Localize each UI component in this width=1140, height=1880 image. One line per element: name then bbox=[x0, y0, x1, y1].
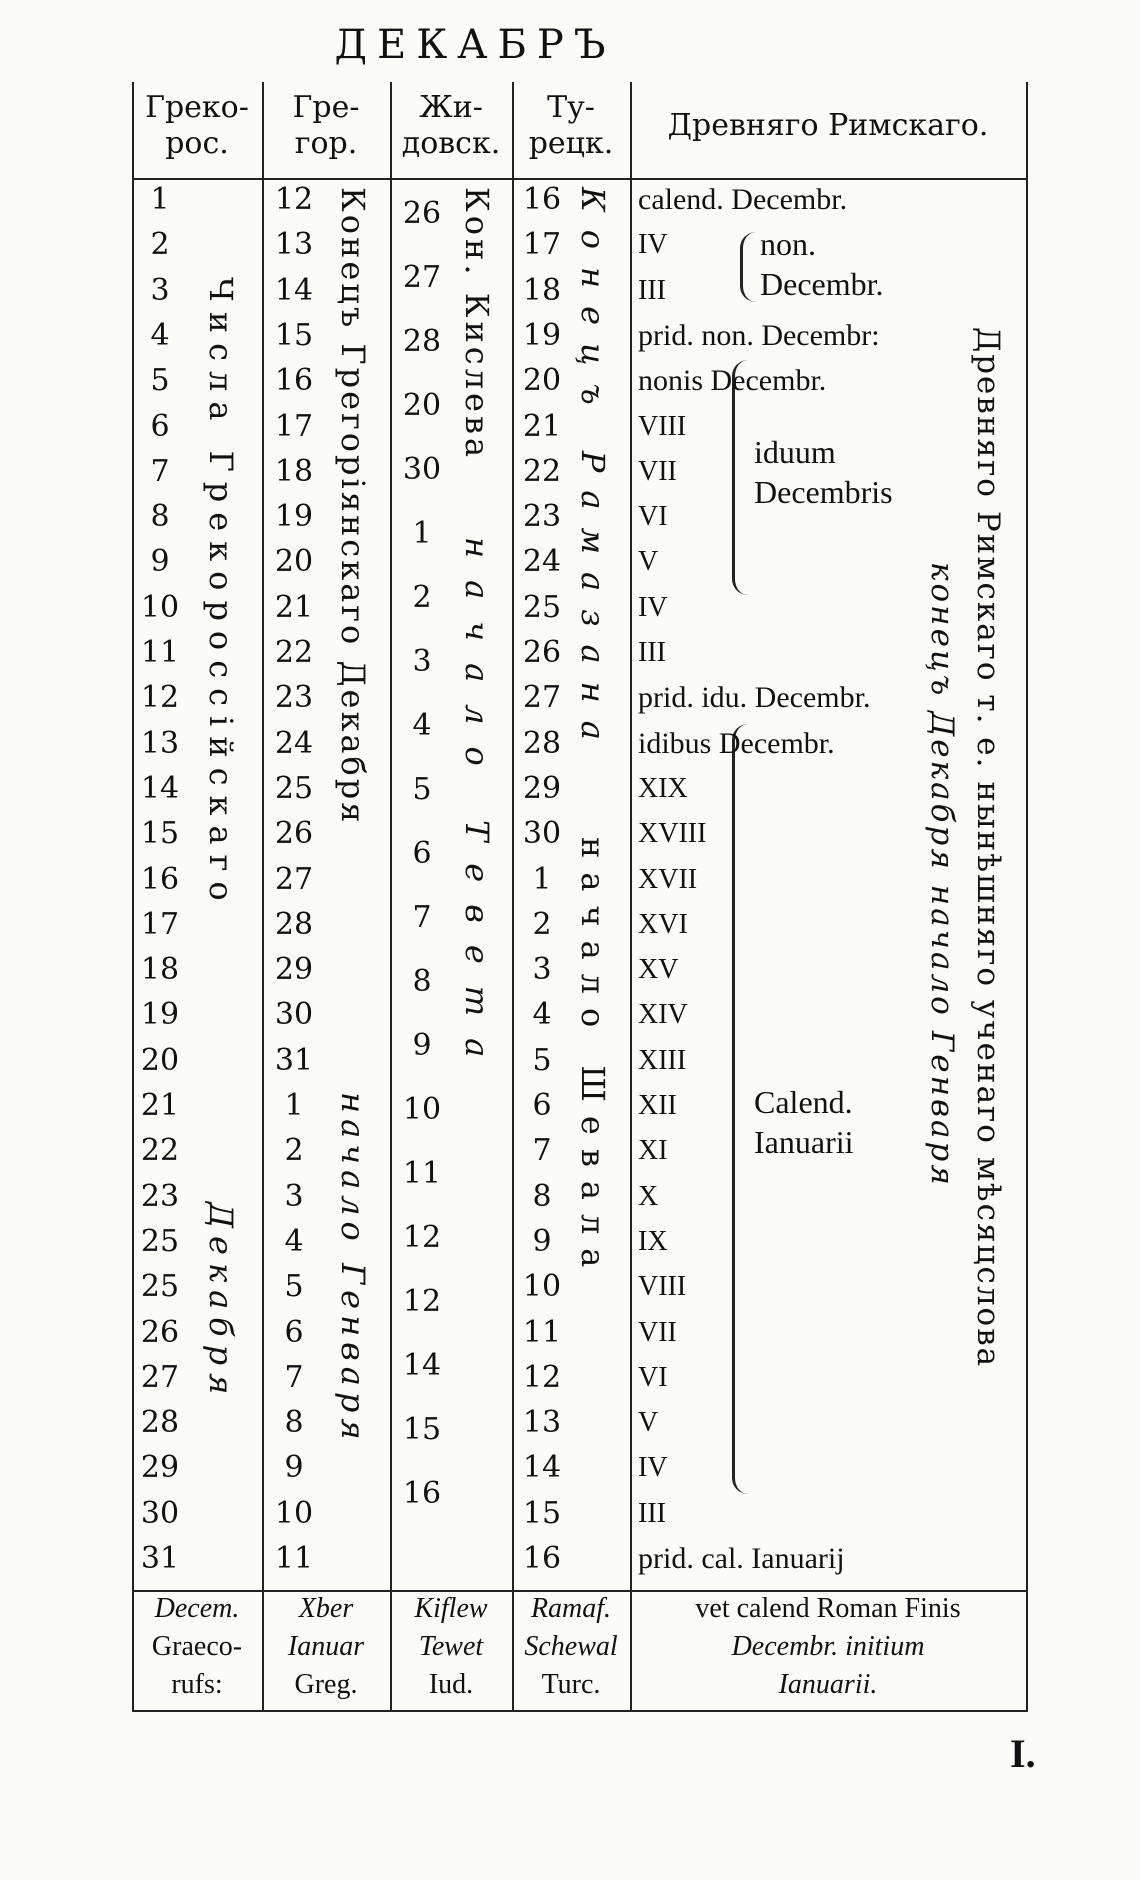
turk_days-cell: 14 bbox=[522, 1450, 562, 1486]
footer-roman: vet calend Roman Finis Decembr. initium Ianuarii. bbox=[695, 1593, 961, 1700]
greco_days-cell: 12 bbox=[140, 680, 180, 716]
greco_days-cell: 5 bbox=[150, 363, 170, 399]
turk_days-cell: 16 bbox=[522, 1541, 562, 1576]
jew_days-cell: 9 bbox=[412, 1028, 432, 1063]
turk_days-cell: 17 bbox=[522, 227, 562, 263]
roman-row: calend. Decembr. bbox=[638, 183, 848, 216]
roman-row: nonis Decembr. bbox=[638, 364, 827, 398]
greg_days-cell: 6 bbox=[284, 1314, 304, 1350]
greco_days-cell: 20 bbox=[140, 1042, 180, 1078]
greco_days-cell: 4 bbox=[150, 317, 170, 353]
greco_days-cell: 10 bbox=[140, 589, 180, 625]
roman-row: prid. idu. Decembr. bbox=[638, 681, 871, 715]
brace-label-idus: iduum Decembris bbox=[754, 434, 893, 510]
roman-row: VI bbox=[638, 1361, 668, 1393]
greg_days-cell: 26 bbox=[274, 816, 314, 852]
greg_days-cell: 21 bbox=[274, 589, 314, 625]
turk_days-cell: 22 bbox=[522, 453, 562, 489]
greg_days-cell: 22 bbox=[274, 635, 314, 670]
jew_days-cell: 10 bbox=[402, 1092, 442, 1127]
greg_days-cell: 29 bbox=[274, 952, 314, 988]
roman-caption-2: конецъ Декабря начало Генваря bbox=[924, 562, 960, 1188]
turk_days-cell: 7 bbox=[532, 1133, 552, 1169]
brace-calend bbox=[732, 724, 753, 1494]
greg_days-cell: 19 bbox=[274, 499, 314, 535]
roman-row: V bbox=[638, 546, 659, 578]
jew_days-cell: 28 bbox=[402, 324, 442, 359]
greco_days-cell: 7 bbox=[150, 453, 170, 489]
greco_days-cell: 1 bbox=[150, 182, 170, 217]
turk_days-cell: 8 bbox=[532, 1178, 552, 1214]
roman-row: V bbox=[638, 1407, 659, 1439]
greg_days-cell: 20 bbox=[274, 544, 314, 580]
greg_days-cell: 13 bbox=[274, 227, 314, 263]
jew_days-cell: 4 bbox=[412, 708, 432, 743]
turk_days-cell: 26 bbox=[522, 635, 562, 670]
greco_days-cell: 16 bbox=[140, 861, 180, 897]
jew_days-cell: 14 bbox=[402, 1348, 442, 1383]
turk_days-cell: 23 bbox=[522, 499, 562, 535]
greco_days-cell: 31 bbox=[140, 1541, 180, 1576]
greco_days-cell: 18 bbox=[140, 952, 180, 988]
greco_days-cell: 27 bbox=[140, 1359, 180, 1395]
jew_days-cell: 2 bbox=[412, 580, 432, 615]
greco-caption-2: Декабря bbox=[202, 1202, 240, 1403]
roman-row: prid. cal. Ianuarij bbox=[638, 1542, 845, 1575]
roman-row: prid. non. Decembr: bbox=[638, 318, 880, 352]
greg_days-cell: 25 bbox=[274, 770, 314, 806]
greg_days-cell: 12 bbox=[274, 182, 314, 217]
greg_days-cell: 9 bbox=[284, 1450, 304, 1486]
roman-row: X bbox=[638, 1180, 659, 1212]
roman-row: XII bbox=[638, 1090, 677, 1121]
turk_days-cell: 1 bbox=[532, 861, 552, 897]
greco_days-cell: 29 bbox=[140, 1450, 180, 1486]
greco_days-cell: 30 bbox=[140, 1495, 180, 1531]
greg_days-cell: 14 bbox=[274, 272, 314, 308]
greco_days-cell: 14 bbox=[140, 770, 180, 806]
roman-row: IX bbox=[638, 1225, 668, 1257]
greg_days-cell: 23 bbox=[274, 680, 314, 716]
roman-row: IV bbox=[638, 591, 668, 623]
roman-row: VIII bbox=[638, 1271, 687, 1303]
turk_days-cell: 30 bbox=[522, 816, 562, 852]
greg_days-cell: 1 bbox=[284, 1088, 304, 1123]
greg_days-cell: 28 bbox=[274, 906, 314, 942]
roman-row: idibus Decembr. bbox=[638, 726, 835, 760]
roman-row: XIV bbox=[638, 999, 688, 1031]
greg_days-cell: 8 bbox=[284, 1405, 304, 1441]
turk_days-cell: 21 bbox=[522, 408, 562, 444]
page-title: ДЕКАБРЪ bbox=[334, 22, 616, 68]
jew-caption-1: Кон. Кислева bbox=[458, 187, 496, 462]
greg_days-cell: 18 bbox=[274, 453, 314, 489]
greg-caption-1: Конецъ Грегоріянскаго Декабря bbox=[334, 187, 372, 826]
greco_days-cell: 25 bbox=[140, 1223, 180, 1259]
jew_days-cell: 30 bbox=[402, 452, 442, 487]
roman-row: XVI bbox=[638, 908, 688, 940]
turk_days-cell: 3 bbox=[532, 952, 552, 988]
greco_days-cell: 15 bbox=[140, 816, 180, 852]
header-roman: Древняго Римскаго. bbox=[667, 108, 989, 143]
greco_days-cell: 19 bbox=[140, 997, 180, 1033]
roman-row: VII bbox=[638, 1316, 677, 1348]
footer-turk: Ramaf. Schewal Turc. bbox=[524, 1593, 618, 1700]
header-turk: Ту- рецк. bbox=[528, 90, 614, 161]
brace-label-nonae: non. Decembr. bbox=[760, 226, 884, 302]
turk_days-cell: 18 bbox=[522, 272, 562, 308]
greg_days-cell: 4 bbox=[284, 1223, 304, 1259]
greg_days-cell: 17 bbox=[274, 408, 314, 444]
greco_days-cell: 23 bbox=[140, 1178, 180, 1214]
turk_days-cell: 13 bbox=[522, 1405, 562, 1441]
jew_days-cell: 27 bbox=[402, 260, 442, 295]
footer-greco: Decem. Graeco- rufs: bbox=[151, 1593, 243, 1700]
greco_days-cell: 6 bbox=[150, 408, 170, 444]
greco_days-cell: 8 bbox=[150, 499, 170, 535]
greg_days-cell: 10 bbox=[274, 1495, 314, 1531]
jew_days-cell: 5 bbox=[412, 772, 432, 807]
roman-row: XIII bbox=[638, 1044, 687, 1076]
greco_days-cell: 26 bbox=[140, 1314, 180, 1350]
roman-row: XV bbox=[638, 954, 679, 986]
roman-row: XIX bbox=[638, 772, 688, 804]
roman-row: XVII bbox=[638, 863, 698, 895]
jew-caption-2: начало Тевета bbox=[458, 537, 496, 1080]
brace-label-calend: Calend. Ianuarii bbox=[754, 1084, 854, 1160]
greg_days-cell: 31 bbox=[274, 1042, 314, 1078]
roman-row: VIII bbox=[638, 410, 687, 442]
turk_days-cell: 6 bbox=[532, 1088, 552, 1123]
roman-row: XI bbox=[638, 1135, 668, 1167]
greco_days-cell: 28 bbox=[140, 1405, 180, 1441]
greg_days-cell: 27 bbox=[274, 861, 314, 897]
turk_days-cell: 28 bbox=[522, 725, 562, 761]
greco_days-cell: 2 bbox=[150, 227, 170, 263]
greco_days-cell: 9 bbox=[150, 544, 170, 580]
turk_days-cell: 2 bbox=[532, 906, 552, 942]
turk_days-cell: 10 bbox=[522, 1269, 562, 1305]
roman-row: VI bbox=[638, 501, 668, 533]
greg_days-cell: 24 bbox=[274, 725, 314, 761]
turk-caption-1: Конецъ Рамазана bbox=[574, 187, 612, 758]
greco_days-cell: 22 bbox=[140, 1133, 180, 1169]
roman-row: XVIII bbox=[638, 818, 707, 850]
jew_days-cell: 3 bbox=[412, 644, 432, 679]
greco_days-cell: 21 bbox=[140, 1088, 180, 1123]
calendar-table bbox=[132, 82, 1028, 1712]
greco_days-cell: 25 bbox=[140, 1269, 180, 1305]
greg_days-cell: 3 bbox=[284, 1178, 304, 1214]
greco-caption-1: Числа Грекороссійскаго bbox=[202, 277, 240, 911]
greco_days-cell: 11 bbox=[140, 635, 180, 670]
header-greco: Греко- рос. bbox=[145, 90, 249, 161]
jew_days-cell: 1 bbox=[412, 516, 432, 551]
roman-row: IV bbox=[638, 1452, 668, 1484]
greg_days-cell: 2 bbox=[284, 1133, 304, 1169]
roman-row: III bbox=[638, 274, 666, 306]
greg-caption-2: начало Генваря bbox=[334, 1092, 372, 1446]
brace-nonae bbox=[740, 232, 759, 302]
turk_days-cell: 4 bbox=[532, 997, 552, 1033]
turk_days-cell: 11 bbox=[522, 1314, 562, 1350]
greg_days-cell: 7 bbox=[284, 1359, 304, 1395]
header-jew: Жи- довск. bbox=[401, 90, 501, 161]
jew_days-cell: 12 bbox=[402, 1284, 442, 1319]
turk-caption-2: начало Шевала bbox=[574, 837, 612, 1282]
jew_days-cell: 15 bbox=[402, 1412, 442, 1447]
turk_days-cell: 29 bbox=[522, 770, 562, 806]
greg_days-cell: 16 bbox=[274, 363, 314, 399]
footer-jew: Kiflew Tewet Iud. bbox=[414, 1593, 488, 1700]
greg_days-cell: 11 bbox=[274, 1541, 314, 1576]
turk_days-cell: 24 bbox=[522, 544, 562, 580]
turk_days-cell: 27 bbox=[522, 680, 562, 716]
turk_days-cell: 25 bbox=[522, 589, 562, 625]
turk_days-cell: 20 bbox=[522, 363, 562, 399]
greg_days-cell: 15 bbox=[274, 317, 314, 353]
greg_days-cell: 5 bbox=[284, 1269, 304, 1305]
page-number: I. bbox=[1010, 1731, 1036, 1776]
greco_days-cell: 17 bbox=[140, 906, 180, 942]
turk_days-cell: 5 bbox=[532, 1042, 552, 1078]
roman-row: VII bbox=[638, 455, 677, 487]
jew_days-cell: 20 bbox=[402, 388, 442, 423]
jew_days-cell: 7 bbox=[412, 900, 432, 935]
jew_days-cell: 26 bbox=[402, 196, 442, 231]
jew_days-cell: 6 bbox=[412, 836, 432, 871]
turk_days-cell: 16 bbox=[522, 182, 562, 217]
jew_days-cell: 12 bbox=[402, 1220, 442, 1255]
turk_days-cell: 19 bbox=[522, 317, 562, 353]
greco_days-cell: 3 bbox=[150, 272, 170, 308]
greg_days-cell: 30 bbox=[274, 997, 314, 1033]
roman-caption-1: Древняго Римскаго т. е. нынѣшняго ученаго мѣсяцслова bbox=[970, 327, 1006, 1369]
jew_days-cell: 11 bbox=[402, 1156, 442, 1191]
roman-row: III bbox=[638, 637, 666, 668]
greco_days-cell: 13 bbox=[140, 725, 180, 761]
header-greg: Гре- гор. bbox=[292, 90, 360, 161]
turk_days-cell: 9 bbox=[532, 1223, 552, 1259]
jew_days-cell: 8 bbox=[412, 964, 432, 999]
footer-greg: Xber Ianuar Greg. bbox=[287, 1593, 365, 1700]
jew_days-cell: 16 bbox=[402, 1476, 442, 1511]
turk_days-cell: 15 bbox=[522, 1495, 562, 1531]
roman-row: IV bbox=[638, 229, 668, 261]
turk_days-cell: 12 bbox=[522, 1359, 562, 1395]
roman-row: III bbox=[638, 1497, 666, 1529]
